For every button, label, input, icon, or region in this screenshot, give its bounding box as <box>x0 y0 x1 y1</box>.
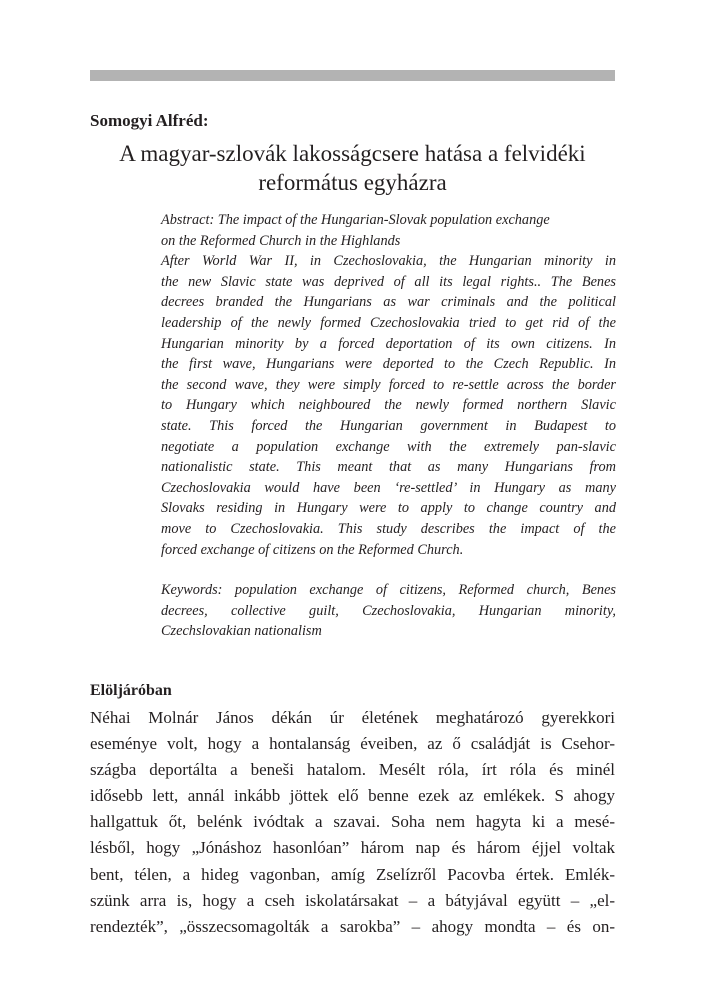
body-line: szünk arra is, hogy a cseh iskolatársakat – a bátyjával együtt – „el- <box>90 890 615 910</box>
body-paragraph <box>90 705 615 940</box>
header-rule <box>90 70 615 81</box>
paragraph-gap <box>161 560 616 580</box>
abstract-line: Czechoslovakia would have been ‘re-settled’ in Hungary as many <box>161 479 616 496</box>
body-line: idősebb lett, annál inkább jöttek elő benne ezek az emlékek. S ahogy <box>90 786 615 806</box>
abstract-line: to Hungary which neighboured the newly formed northern Slavic <box>161 397 616 414</box>
abstract-line: the second wave, they were simply forced to re-settle across the border <box>161 376 616 393</box>
keywords-line: Keywords: population exchange of citizens, Reformed church, Benes <box>161 582 616 599</box>
body-line: lésből, hogy „Jónáshoz hasonlóan” három nap és három éjjel voltak <box>90 838 615 858</box>
abstract-line: the first wave, Hungarians were deported to the Czech Republic. In <box>161 356 616 373</box>
abstract <box>161 210 616 642</box>
body-line: rendezték”, „összecsomagolták a sarokba” – ahogy mondta – és on- <box>90 916 615 936</box>
body-line: eseménye volt, hogy a hontalanság éveiben, az ő családját is Csehor- <box>90 734 615 754</box>
keywords-line: Czechslovakian nationalism <box>161 623 322 640</box>
abstract-line: forced exchange of citizens on the Reformed Church. <box>161 541 464 558</box>
abstract-line: negotiate a population exchange with the extremely pan-slavic <box>161 438 616 455</box>
abstract-line: Slovaks residing in Hungary were to apply to change country and <box>161 500 616 517</box>
section-heading: Elöljáróban <box>90 682 172 699</box>
body-line: bent, télen, a hideg vagonban, amíg Zselízről Pacovba értek. Emlék- <box>90 864 615 884</box>
abstract-line: decrees branded the Hungarians as war criminals and the political <box>161 294 616 311</box>
abstract-line: move to Czechoslovakia. This study describes the impact of the <box>161 520 616 537</box>
abstract-line: the new Slavic state was deprived of all its legal rights.. The Benes <box>161 273 616 290</box>
keywords-line: decrees, collective guilt, Czechoslovakia, Hungarian minority, <box>161 602 616 619</box>
title-line: A magyar-szlovák lakosságcsere hatása a felvidéki <box>119 141 586 166</box>
abstract-line: state. This forced the Hungarian government in Budapest to <box>161 417 616 434</box>
title-line: református egyházra <box>258 170 447 195</box>
article-title <box>90 139 615 197</box>
abstract-line: Hungarian minority by a forced deportation of its own citizens. In <box>161 335 616 352</box>
abstract-line: Abstract: The impact of the Hungarian-Slovak population exchange <box>161 212 550 228</box>
abstract-line: on the Reformed Church in the Highlands <box>161 232 401 249</box>
body-line: hallgattuk őt, belénk ivódtak a szavai. Soha nem hagyta ki a mesé- <box>90 812 615 832</box>
abstract-line: nationalistic state. This meant that as many Hungarians from <box>161 459 616 476</box>
body-line: szágba deportálta a beneši hatalom. Mesélt róla, írt róla és minél <box>90 760 615 780</box>
body-line: Néhai Molnár János dékán úr életének meghatározó gyerekkori <box>90 708 615 727</box>
author-name: Somogyi Alfréd: <box>90 111 209 130</box>
abstract-line: leadership of the newly formed Czechoslovakia tried to get rid of the <box>161 314 616 331</box>
abstract-line: After World War II, in Czechoslovakia, the Hungarian minority in <box>161 253 616 270</box>
